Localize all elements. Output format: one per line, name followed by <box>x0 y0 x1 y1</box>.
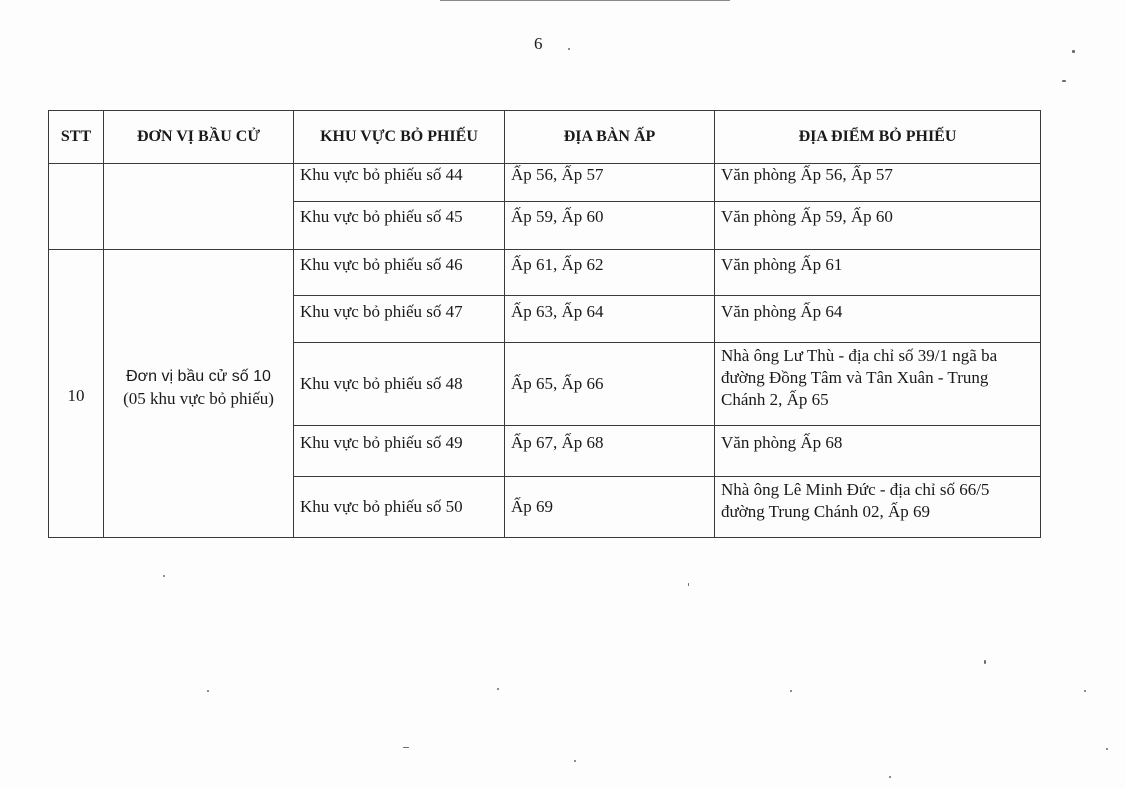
unit-cell <box>104 250 294 538</box>
area-cell: Khu vực bỏ phiếu số 47 <box>294 296 505 343</box>
scan-speck <box>688 583 689 586</box>
table-row <box>49 250 1041 296</box>
stt-cell: 10 <box>49 250 104 538</box>
scan-speck <box>1084 690 1086 692</box>
hamlets-cell: Ấp 61, Ấp 62 <box>505 250 715 296</box>
polling-stations-table <box>48 110 1041 538</box>
area-cell: Khu vực bỏ phiếu số 45 <box>294 202 505 250</box>
hamlets-cell: Ấp 69 <box>505 477 715 538</box>
area-cell: Khu vực bỏ phiếu số 48 <box>294 343 505 426</box>
scan-speck <box>1062 80 1066 82</box>
table-row <box>49 164 1041 202</box>
header-unit: ĐƠN VỊ BẦU CỬ <box>104 111 294 164</box>
area-cell: Khu vực bỏ phiếu số 49 <box>294 426 505 477</box>
table-header-row <box>49 111 1041 164</box>
hamlets-cell: Ấp 67, Ấp 68 <box>505 426 715 477</box>
unit-name: Đơn vị bầu cử số 10 <box>126 367 271 385</box>
unit-cell-continued <box>104 164 294 250</box>
scan-speck <box>574 760 576 762</box>
header-rule <box>440 0 730 1</box>
scan-speck <box>497 688 499 690</box>
header-hamlets: ĐỊA BÀN ẤP <box>505 111 715 164</box>
unit-count: (05 khu vực bỏ phiếu) <box>123 388 274 408</box>
header-area: KHU VỰC BỎ PHIẾU <box>294 111 505 164</box>
hamlets-cell: Ấp 63, Ấp 64 <box>505 296 715 343</box>
place-cell: Văn phòng Ấp 68 <box>715 426 1041 477</box>
stt-cell-continued <box>49 164 104 250</box>
place-cell: Văn phòng Ấp 64 <box>715 296 1041 343</box>
hamlets-cell: Ấp 56, Ấp 57 <box>505 164 715 202</box>
scan-speck <box>790 690 792 692</box>
hamlets-cell: Ấp 59, Ấp 60 <box>505 202 715 250</box>
hamlets-cell: Ấp 65, Ấp 66 <box>505 343 715 426</box>
scan-speck <box>207 690 209 692</box>
place-cell: Văn phòng Ấp 61 <box>715 250 1041 296</box>
area-cell: Khu vực bỏ phiếu số 50 <box>294 477 505 538</box>
header-stt: STT <box>49 111 104 164</box>
scan-speck <box>889 776 891 778</box>
place-cell: Nhà ông Lê Minh Đức - địa chỉ số 66/5 đường Trung Chánh 02, Ấp 69 <box>715 477 1041 538</box>
scan-speck <box>984 660 986 664</box>
area-cell: Khu vực bỏ phiếu số 44 <box>294 164 505 202</box>
scan-speck <box>1106 748 1108 750</box>
scan-speck <box>163 575 165 577</box>
scan-speck <box>568 48 570 50</box>
header-place: ĐỊA ĐIỂM BỎ PHIẾU <box>715 111 1041 164</box>
scan-speck <box>1072 50 1075 53</box>
place-cell: Nhà ông Lư Thù - địa chỉ số 39/1 ngã ba đường Đồng Tâm và Tân Xuân - Trung Chánh 2, Ấp 65 <box>715 343 1041 426</box>
area-cell: Khu vực bỏ phiếu số 46 <box>294 250 505 296</box>
page-number: 6 <box>534 34 543 53</box>
scan-speck <box>403 747 409 748</box>
place-cell: Văn phòng Ấp 56, Ấp 57 <box>715 164 1041 202</box>
place-cell: Văn phòng Ấp 59, Ấp 60 <box>715 202 1041 250</box>
